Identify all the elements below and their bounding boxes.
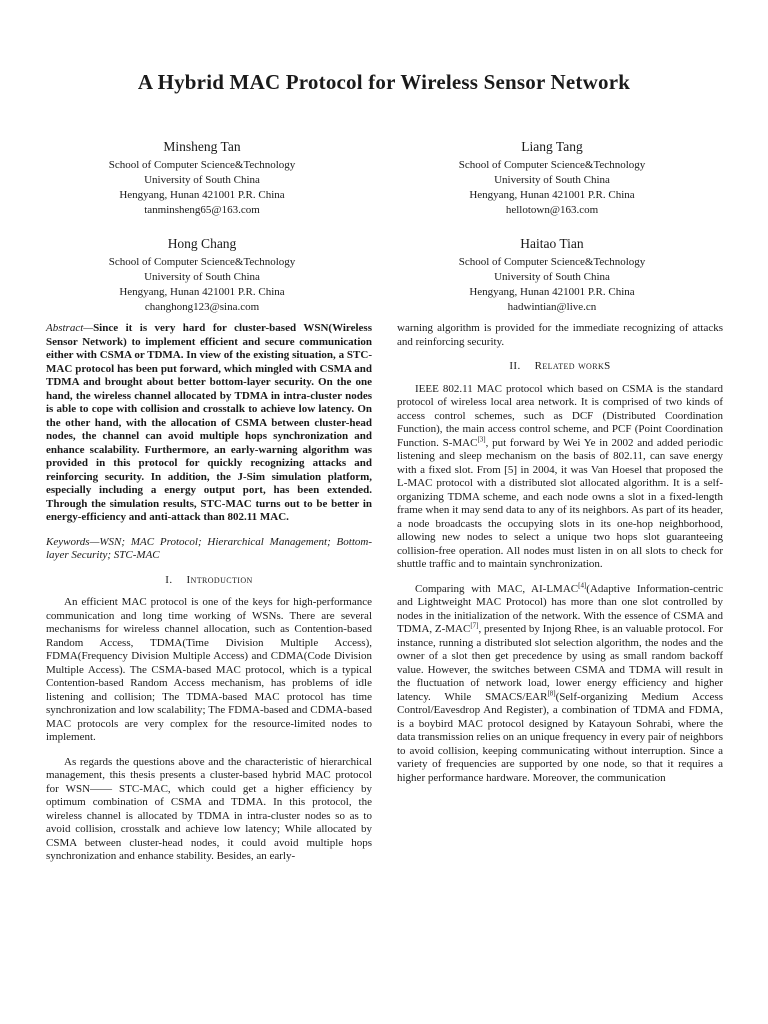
body-paragraph	[397, 580, 724, 786]
author-affiliation: School of Computer Science&Technology	[458, 159, 646, 171]
author-block-3	[52, 236, 352, 315]
author-email: hadwintian@live.cn	[507, 301, 597, 313]
author-affiliation: School of Computer Science&Technology	[108, 256, 296, 268]
author-university: University of South China	[494, 271, 610, 283]
body-paragraph	[397, 383, 723, 572]
author-name: Hong Chang	[167, 236, 237, 251]
text-run: , presented by Injong Rhee, is an valuable protocol. For instance, running a distributed slot selection algorithm, the nodes and the owner of a slot then get precedence by using as small random backoff value. However, the switches between CSMA and TDMA will result in the fluctuation of network load, lower energy efficiency and higher latency. While SMACS/EAR	[397, 623, 723, 703]
author-university: University of South China	[144, 174, 260, 186]
text-run: IEEE 802.11 MAC protocol which based on CSMA is the standard protocol of wireless local area network. It is comprised of two kinds of access control schemes, such as DCF (Distributed Coordination Function), the main access control scheme, and PCF (Point Coordination Function. S-MAC	[397, 382, 723, 449]
right-column	[397, 322, 723, 796]
section-heading-introduction	[46, 574, 372, 588]
section-title: Introduction	[186, 573, 253, 586]
section-number: II.	[509, 360, 521, 372]
citation: [3]	[477, 434, 486, 443]
left-column	[46, 322, 372, 875]
author-email: tanminsheng65@163.com	[144, 204, 260, 216]
author-address: Hengyang, Hunan 421001 P.R. China	[119, 286, 285, 298]
citation: [7]	[470, 621, 479, 630]
section-heading-related-works	[397, 360, 723, 374]
author-university: University of South China	[494, 174, 610, 186]
author-name: Haitao Tian	[520, 236, 584, 251]
author-affiliation: School of Computer Science&Technology	[108, 159, 296, 171]
body-paragraph-continued: warning algorithm is provided for the immediate recognizing of attacks and reinforcing security.	[397, 322, 723, 348]
author-address: Hengyang, Hunan 421001 P.R. China	[469, 286, 635, 298]
paper-title: A Hybrid MAC Protocol for Wireless Sensor Network	[137, 70, 631, 94]
author-block-1	[52, 139, 352, 218]
text-run: (Self-organizing Medium Access Control/Eavesdrop And Register), a combination of TDMA and FDMA, is a boybird MAC protocol designed by Katayoun Sohrabi, where the data transmission relies on an unique frequency in every pair of neighbors to avoid collision, keeping communicating without interruption. Since a variety of frequencies are supported by one node, so that it requires a higher performance hardware. Moreover, the communication	[397, 690, 723, 784]
author-university: University of South China	[144, 271, 260, 283]
citation: [4]	[578, 580, 587, 589]
author-email: changhong123@sina.com	[144, 301, 260, 313]
author-name: Minsheng Tan	[163, 139, 241, 154]
abstract-text: Since it is very hard for cluster-based WSN(Wireless Sensor Network) to implement efficient and secure communication either with CSMA or TDMA. In view of the existing situation, a STC-MAC protocol has been put forward, which mingled with CSMA and TDMA and brought about better bottom-layer security. On the one hand, the wireless channel allocated by TDMA in intra-cluster nodes is able to cope with collision and crosstalk to achieve low latency. On the other hand, with the allocation of CSMA between cluster-head nodes, the channel can avoid multiple hops synchronization and enhance scalability. Furthermore, an early-warning algorithm was provided in this protocol for quickly recognizing attacks and reinforcing security. In addition, the J-Sim simulation platform, especially including a energy output port, has been extended. Through the simulation results, STC-MAC turns out to be better in energy-efficiency and anti-attack than 802.11 MAC.	[46, 322, 372, 523]
citation: [8]	[547, 688, 556, 697]
author-block-4	[402, 236, 702, 315]
author-address: Hengyang, Hunan 421001 P.R. China	[119, 189, 285, 201]
abstract	[46, 322, 372, 525]
body-paragraph: An efficient MAC protocol is one of the keys for high-performance communication and long time working of WSNs. There are several mechanisms for wireless channel allocation, such as Contention-based Random Access, TDMA(Time Division Multiple Access), FDMA(Frequency Division Multiple Access) and CDMA(Code Division Multiple Access). The CSMA-based MAC protocol, which is a typical Contention-based Random Access mechanism, has problems of idle listening and collision; The TDMA-based MAC protocol has time synchronization and low scalability; The FDMA-based and CDMA-based MAC protocols are very complex for the resource-limited nodes to implement.	[46, 596, 372, 743]
keywords: Keywords—WSN; MAC Protocol; Hierarchical Management; Bottom-layer Security; STC-MAC	[46, 535, 372, 561]
author-name: Liang Tang	[521, 139, 583, 154]
text-run: (Adaptive Information-centric and Lightweight MAC Protocol) has more than one slot controlled by nodes in the initialization of the network. With the essence of CSMA and TDMA, Z-MAC	[397, 582, 724, 635]
abstract-label: Abstract—	[46, 322, 94, 334]
author-address: Hengyang, Hunan 421001 P.R. China	[469, 189, 635, 201]
author-affiliation: School of Computer Science&Technology	[458, 256, 646, 268]
author-email: hellotown@163.com	[505, 204, 599, 216]
section-number: I.	[165, 573, 173, 586]
text-run: Comparing with MAC, AI-LMAC	[415, 582, 579, 595]
body-paragraph: As regards the questions above and the characteristic of hierarchical management, this thesis presents a cluster-based hybrid MAC protocol for WSN—— STC-MAC, which could get a higher efficiency by optimum combination of CSMA and TDMA. In this protocol, the wireless channel is allocated by TDMA in intra-cluster nodes so as to avoid collision, crosstalk and achieve low latency; While allocated by CSMA between cluster-head nodes, it could avoid multiple hops synchronization and enhance stability. Besides, an early-	[46, 755, 372, 862]
author-block-2	[402, 139, 702, 218]
text-run: , put forward by Wei Ye in 2002 and added periodic listening and sleep mechanism on the basis of 802.11, can save energy with a fixed slot. From [5] in 2004, it was Van Hoesel that proposed the L-MAC protocol with a distributed slot allocated algorithm. It is a self-organizing TDMA scheme, and each node owns a slot in a fixed-length frame when it may send data to any of its neighbors. As part of its header, a node broadcasts the occupying slots in its one-hop neighborhood, allowing new nodes to select a unique two hops slot guaranteeing collision-free operation. All nodes must listen in on all slots to check for shuttle traffic and to maintain synchronization.	[397, 436, 723, 570]
section-title: Related workS	[534, 360, 611, 372]
